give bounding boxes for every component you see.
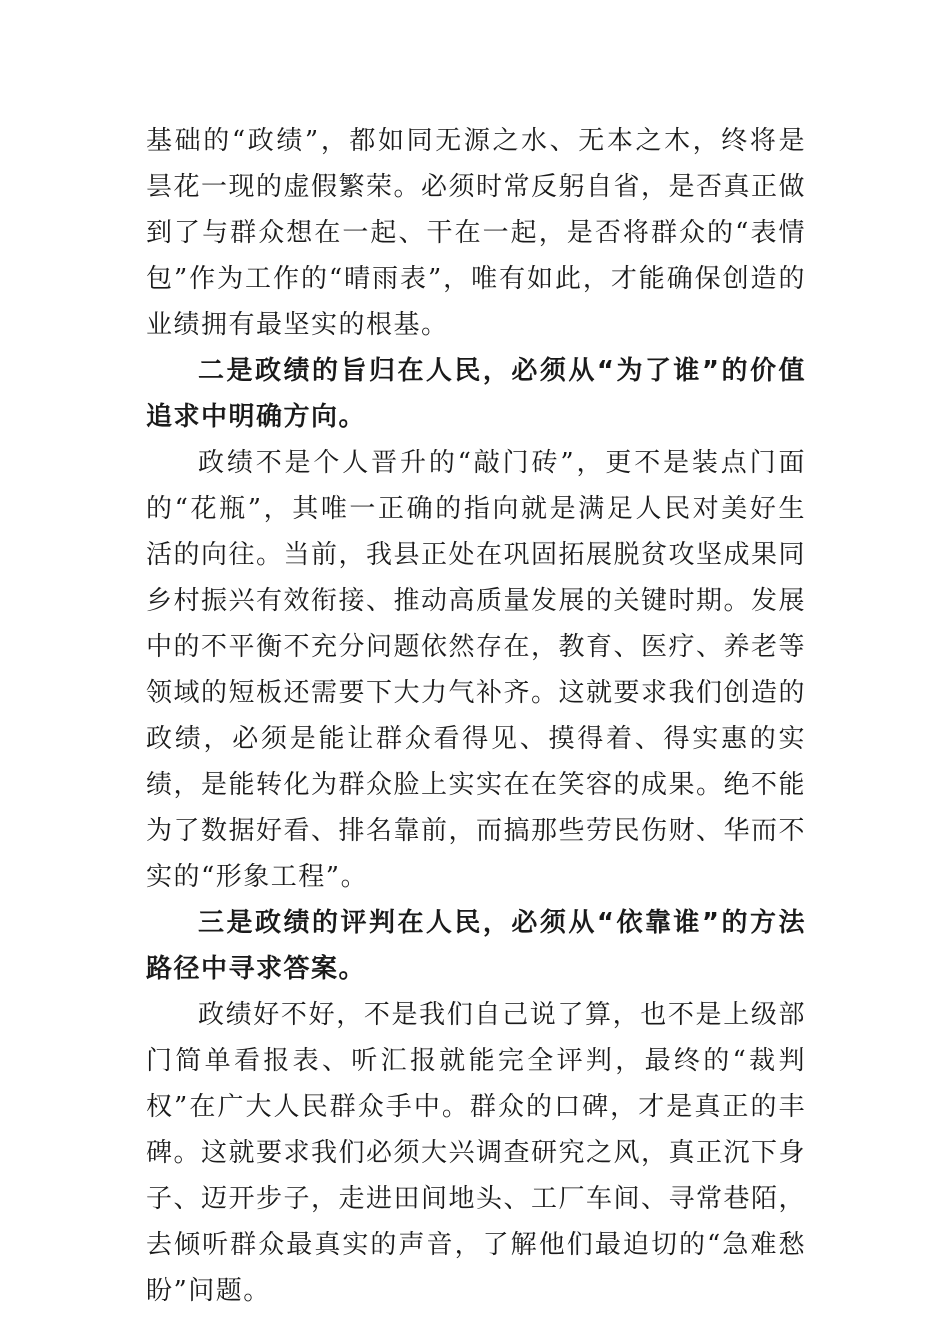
document-page [146,118,806,1314]
section-heading-3: 三是政绩的评判在人民，必须从“依靠谁”的方法路径中寻求答案。 [146,908,806,984]
paragraph-body-2: 政绩不是个人晋升的“敲门砖”，更不是装点门面的“花瓶”，其唯一正确的指向就是满足人民对美好生活的向往。当前，我县正处在巩固拓展脱贫攻坚成果同乡村振兴有效衔接、推动高质量发展的关键时期。发展中的不平衡不充分问题依然存在，教育、医疗、养老等领域的短板还需要下大力气补齐。这就要求我们创造的政绩，必须是能让群众看得见、摸得着、得实惠的实绩，是能转化为群众脸上实实在在笑容的成果。绝不能为了数据好看、排名靠前，而搞那些劳民伤财、华而不实的“形象工程”。 [146,448,807,892]
paragraph-body-3: 政绩好不好，不是我们自己说了算，也不是上级部门简单看报表、听汇报就能完全评判，最终的“裁判权”在广大人民群众手中。群众的口碑，才是真正的丰碑。这就要求我们必须大兴调查研究之风，真正沉下身子、迈开步子，走进田间地头、工厂车间、寻常巷陌，去倾听群众最真实的声音，了解他们最迫切的“急难愁盼”问题。 [146,1000,807,1306]
paragraph-continued: 基础的“政绩”，都如同无源之水、无本之木，终将是昙花一现的虚假繁荣。必须时常反躬自省，是否真正做到了与群众想在一起、干在一起，是否将群众的“表情包”作为工作的“晴雨表”，唯有如此，才能确保创造的业绩拥有最坚实的根基。 [146,126,807,340]
section-heading-2: 二是政绩的旨归在人民，必须从“为了谁”的价值追求中明确方向。 [146,356,806,432]
